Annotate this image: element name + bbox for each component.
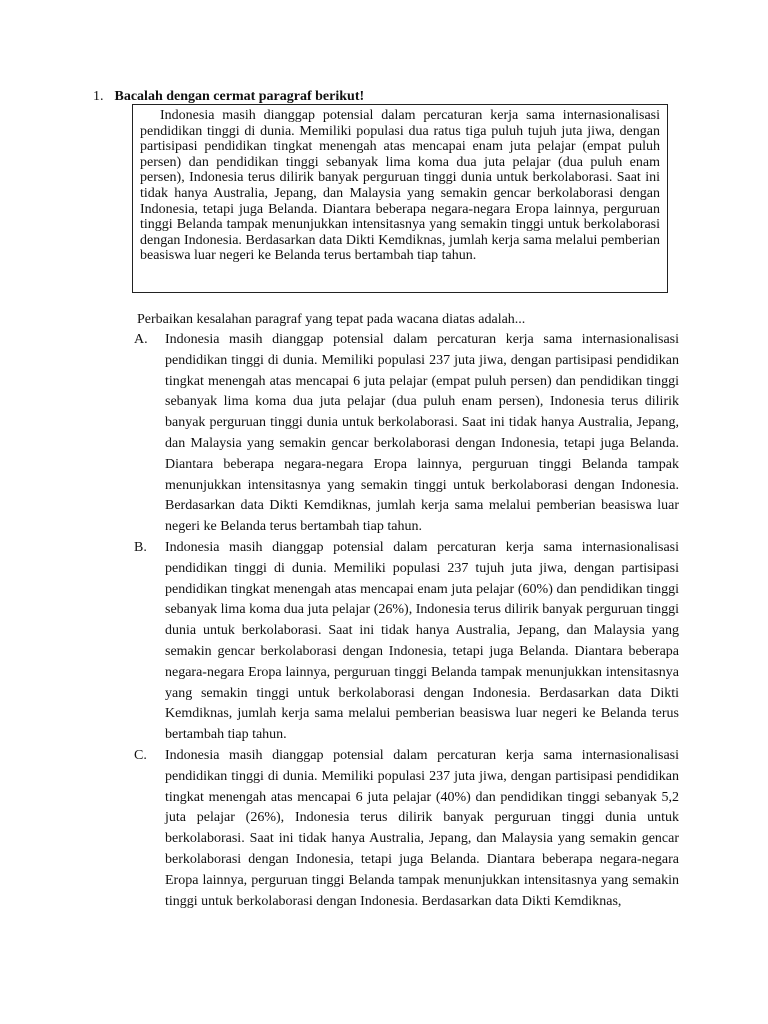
option-text: Indonesia masih dianggap potensial dalam percaturan kerja sama internasionalisasi pendidikan tinggi di dunia. Memiliki populasi 237 juta jiwa, dengan partisipasi pendidikan tingkat menengah atas mencapai 6 juta pelajar (40%) dan pendidikan tinggi sebanyak 5,2 juta pelajar (26%), Indonesia terus dilirik banyak perguruan tinggi dunia untuk berkolaborasi. Saat ini tidak hanya Australia, Jepang, dan Malaysia yang semakin gencar berkolaborasi dengan Indonesia, tetapi juga Belanda. Diantara beberapa negara-negara Eropa lainnya, perguruan tinggi Belanda tampak menunjukkan intensitasnya yang semakin tinggi untuk berkolaborasi dengan Indonesia. Berdasarkan data Dikti Kemdiknas,	[165, 747, 679, 909]
option-a[interactable]	[134, 330, 679, 538]
option-c[interactable]	[134, 746, 679, 912]
option-letter: A.	[134, 332, 148, 347]
option-letter: C.	[134, 747, 147, 763]
option-text: Indonesia masih dianggap potensial dalam percaturan kerja sama internasionalisasi pendidikan tinggi di dunia. Memiliki populasi 237 tujuh juta jiwa, dengan partisipasi pendidikan tingkat menengah atas mencapai enam juta pelajar (60%) dan pendidikan tinggi sebanyak lima koma dua juta pelajar (26%), Indonesia terus dilirik banyak perguruan tinggi dunia untuk berkolaborasi. Saat ini tidak hanya Australia, Jepang, dan Malaysia yang semakin gencar berkolaborasi dengan Indonesia, tetapi juga Belanda. Diantara beberapa negara-negara Eropa lainnya, perguruan tinggi Belanda tampak menunjukkan intensitasnya yang semakin tinggi untuk berkolaborasi dengan Indonesia. Berdasarkan data Dikti Kemdiknas, jumlah kerja sama melalui pemberian beasiswa luar negeri ke Belanda terus bertambah tiap tahun.	[165, 539, 679, 743]
option-letter: B.	[134, 539, 147, 555]
passage-box	[132, 104, 668, 293]
option-text: Indonesia masih dianggap potensial dalam percaturan kerja sama internasionalisasi pendidikan tinggi di dunia. Memiliki populasi 237 juta jiwa, dengan partisipasi pendidikan tingkat menengah atas mencapai 6 juta pelajar (empat puluh persen) dan pendidikan tinggi sebanyak lima koma dua juta pelajar (dua puluh enam persen), Indonesia terus dilirik banyak perguruan tinggi dunia untuk berkolaborasi. Saat ini tidak hanya Australia, Jepang, dan Malaysia yang semakin gencar berkolaborasi dengan Indonesia, tetapi juga Belanda. Diantara beberapa negara-negara Eropa lainnya, perguruan tinggi Belanda tampak menunjukkan intensitasnya yang semakin tinggi untuk berkolaborasi dengan Indonesia. Berdasarkan data Dikti Kemdiknas, jumlah kerja sama melalui pemberian beasiswa luar negeri ke Belanda terus bertambah tiap tahun.	[165, 332, 679, 535]
passage-paragraph: Indonesia masih dianggap potensial dalam percaturan kerja sama internasionalisasi pendidikan tinggi di dunia. Memiliki populasi dua ratus tiga puluh tujuh juta jiwa, dengan partisipasi pendidikan tingkat menengah atas mencapai enam juta pelajar (empat puluh persen) dan pendidikan tinggi sebanyak lima koma dua juta pelajar (dua puluh enam persen), Indonesia terus dilirik banyak perguruan tinggi dunia untuk berkolaborasi. Saat ini tidak hanya Australia, Jepang, dan Malaysia yang semakin gencar berkolaborasi dengan Indonesia, tetapi juga Belanda. Diantara beberapa negara-negara Eropa lainnya, perguruan tinggi Belanda tampak menunjukkan intensitasnya yang semakin tinggi untuk berkolaborasi dengan Indonesia. Berdasarkan data Dikti Kemdiknas, jumlah kerja sama melalui pemberian beasiswa luar negeri ke Belanda terus bertambah tiap tahun.	[140, 108, 660, 264]
question-instruction: Bacalah dengan cermat paragraf berikut!	[114, 89, 365, 104]
question-number: 1.	[93, 89, 104, 104]
option-b[interactable]	[134, 538, 679, 746]
question-prompt: Perbaikan kesalahan paragraf yang tepat pada wacana diatas adalah...	[137, 312, 526, 327]
answer-options	[134, 330, 679, 912]
